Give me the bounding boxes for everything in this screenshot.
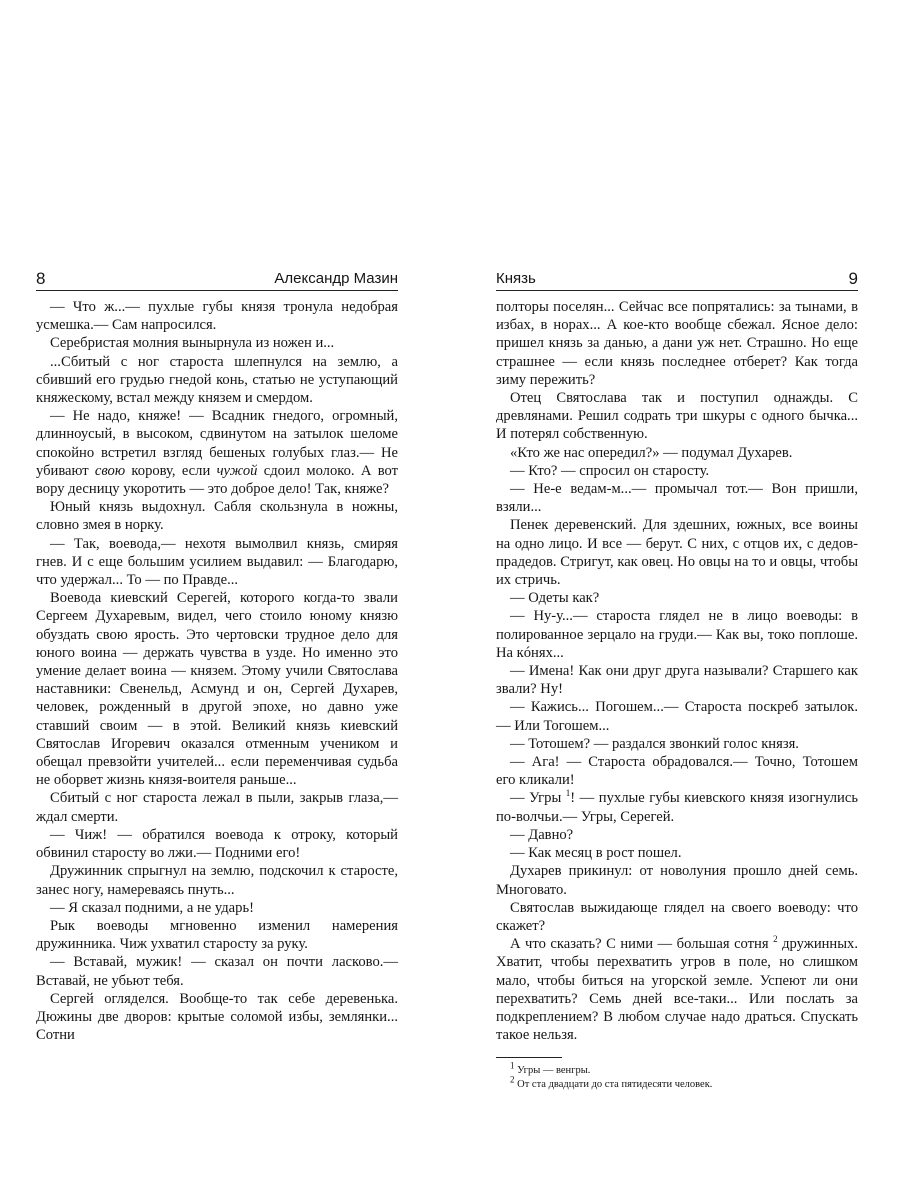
footnote-ref: 2 [773,934,778,945]
footnote: $^2$ От ста двадцати до ста пятидесяти человек. [510,1074,713,1091]
left-page [36,270,398,1044]
paragraph: Воевода киевский Серегей, которого когда-то звали Сергеем Духаревым, видел, чего стоило юному князю обуздать свою ярость. Это чертовски трудное дело для юного воина — держать чувства в узде. Но именно это умение делает воина — князем. Этому учили Святослава наставники: Свенельд, Асмунд и он, Сергей Духарев, человек, рожденный в другой эпохе, но давно уже ставший своим — в этой. Великий князь киевский Святослав Игоревич оказался отменным учеником и обещал превзойти учителей... если переменчивая судьба не оборвет жизнь князя-воителя раньше... [36,590,398,789]
paragraph: Серебристая молния вынырнула из ножен и... [50,335,335,352]
paragraph: — Я сказал подними, а не ударь! [50,899,254,916]
paragraph: — Чиж! — обратился воевода к отроку, который обвинил старосту во лжи.— Подними его! [36,826,398,862]
paragraph: — Тотошем? — раздался звонкий голос князя. [510,735,799,752]
paragraph: — Кажись... Погошем...— Староста поскреб затылок.— Или Тогошем... [496,699,858,734]
footnote: $^1$ Угры — венгры. [510,1060,591,1077]
paragraph: — Имена! Как они друг друга называли? Старшего как звали? Ну! [496,663,858,698]
paragraph: — Угры $^1$! — пухлые губы киевского князя изогнулись по-волчьи.— Угры, Серегей. [496,788,858,825]
running-head: Князь [496,270,536,287]
paragraph: — Ага! — Староста обрадовался.— Точно, Тотошем его кликали! [496,754,858,789]
paragraph: ...Сбитый с ног староста шлепнулся на землю, а сбивший его грудью гнедой конь, статью не уступающий княжескому, встал между князем и смердом. [36,353,398,407]
left-page-text [36,298,398,1044]
paragraph: — Что ж...— пухлые губы князя тронула недобрая усмешка.— Сам напросился. [36,299,398,334]
paragraph: — Не-е ведам-м...— промычал тот.— Вон пришли, взяли... [496,481,858,516]
paragraph: — Так, воевода,— нехотя вымолвил князь, смиряя гнев. И с еще большим усилием выдавил: — Благодарю, что удержал... То — по Правде... [36,535,398,589]
paragraph: Отец Святослава так и поступил однажды. С древлянами. Решил содрать три шкуры с одного бычка... И потерял собственную. [496,390,858,443]
paragraph: Святослав выжидающе глядел на своего воеводу: что скажет? [496,899,858,934]
page-number: 9 [848,269,858,288]
paragraph: — Не надо, княже! — Всадник гнедого, огромный, длинноусый, в высоком, сдвинутом на затылок шеломе спокойно встретил взгляд бешеных голубых глаз.— Не убивают свою корову, если чужой сдоил молоко. А вот вору десницу укоротить — это доброе дело! Так, княже? [36,408,398,498]
paragraph: Сбитый с ног староста лежал в пыли, закрыв глаза,— ждал смерти. [36,790,398,825]
paragraph: Рык воеводы мгновенно изменил намерения дружинника. Чиж ухватил старосту за руку. [36,917,398,953]
paragraph: Сергей огляделся. Вообще-то так себе деревенька. Дюжины две дворов: крытые соломой избы, землянки... Сотни [36,990,398,1044]
paragraph: полторы поселян... Сейчас все попрятались: за тынами, в избах, в норах... А кое-кто вообще сбежал. Ясное дело: пришел князь за данью, а дани уж нет. Страшно. Но еще страшнее — если князь последнее отберет? Как тогда зиму пережить? [496,299,858,388]
paragraph: А что сказать? С ними — большая сотня $^2$ дружинных. Хватит, чтобы перехватить угров в поле, но слишком мало, чтобы биться на угорской земле. Успеют ли они перехватить? Семь дней все-таки... Или послать за подкреплением? В любом случае надо драться. Спускать такое нельзя. [496,934,858,1044]
paragraph: Духарев прикинул: от новолуния прошло дней семь. Многовато. [496,863,858,898]
right-page-text [496,298,858,1092]
page-number: 8 [36,269,46,288]
footnote-ref: 1 [565,788,571,799]
paragraph: — Давно? [510,826,574,843]
paragraph: Пенек деревенский. Для здешних, южных, все воины на одно лицо. И все — берут. С них, с отцов их, с дедов-прадедов. Стригут, как овец. Но овцы на то и овцы, чтобы их стричь. [496,517,858,589]
paragraph: — Ну-у...— староста глядел не в лицо воеводы: в полированное зерцало на груди.— Как вы, токо поплоше. На кóнях... [496,608,858,661]
running-head: Александр Мазин [274,270,398,287]
paragraph: «Кто же нас опередил?» — подумал Духарев. [510,444,793,461]
paragraph: — Вставай, мужик! — сказал он почти ласково.— Вставай, не убьют тебя. [36,954,398,989]
footnote-divider [496,1057,562,1058]
paragraph: Юный князь выдохнул. Сабля скользнула в ножны, словно змея в норку. [36,499,398,534]
left-page-header [36,270,398,291]
right-page-header [496,270,858,291]
paragraph: — Как месяц в рост пошел. [510,845,682,862]
right-page [496,270,858,1092]
paragraph: — Кто? — спросил он старосту. [510,462,710,479]
paragraph: Дружинник спрыгнул на землю, подскочил к старосте, занес ногу, намереваясь пнуть... [36,863,398,898]
paragraph: — Одеты как? [510,590,600,607]
